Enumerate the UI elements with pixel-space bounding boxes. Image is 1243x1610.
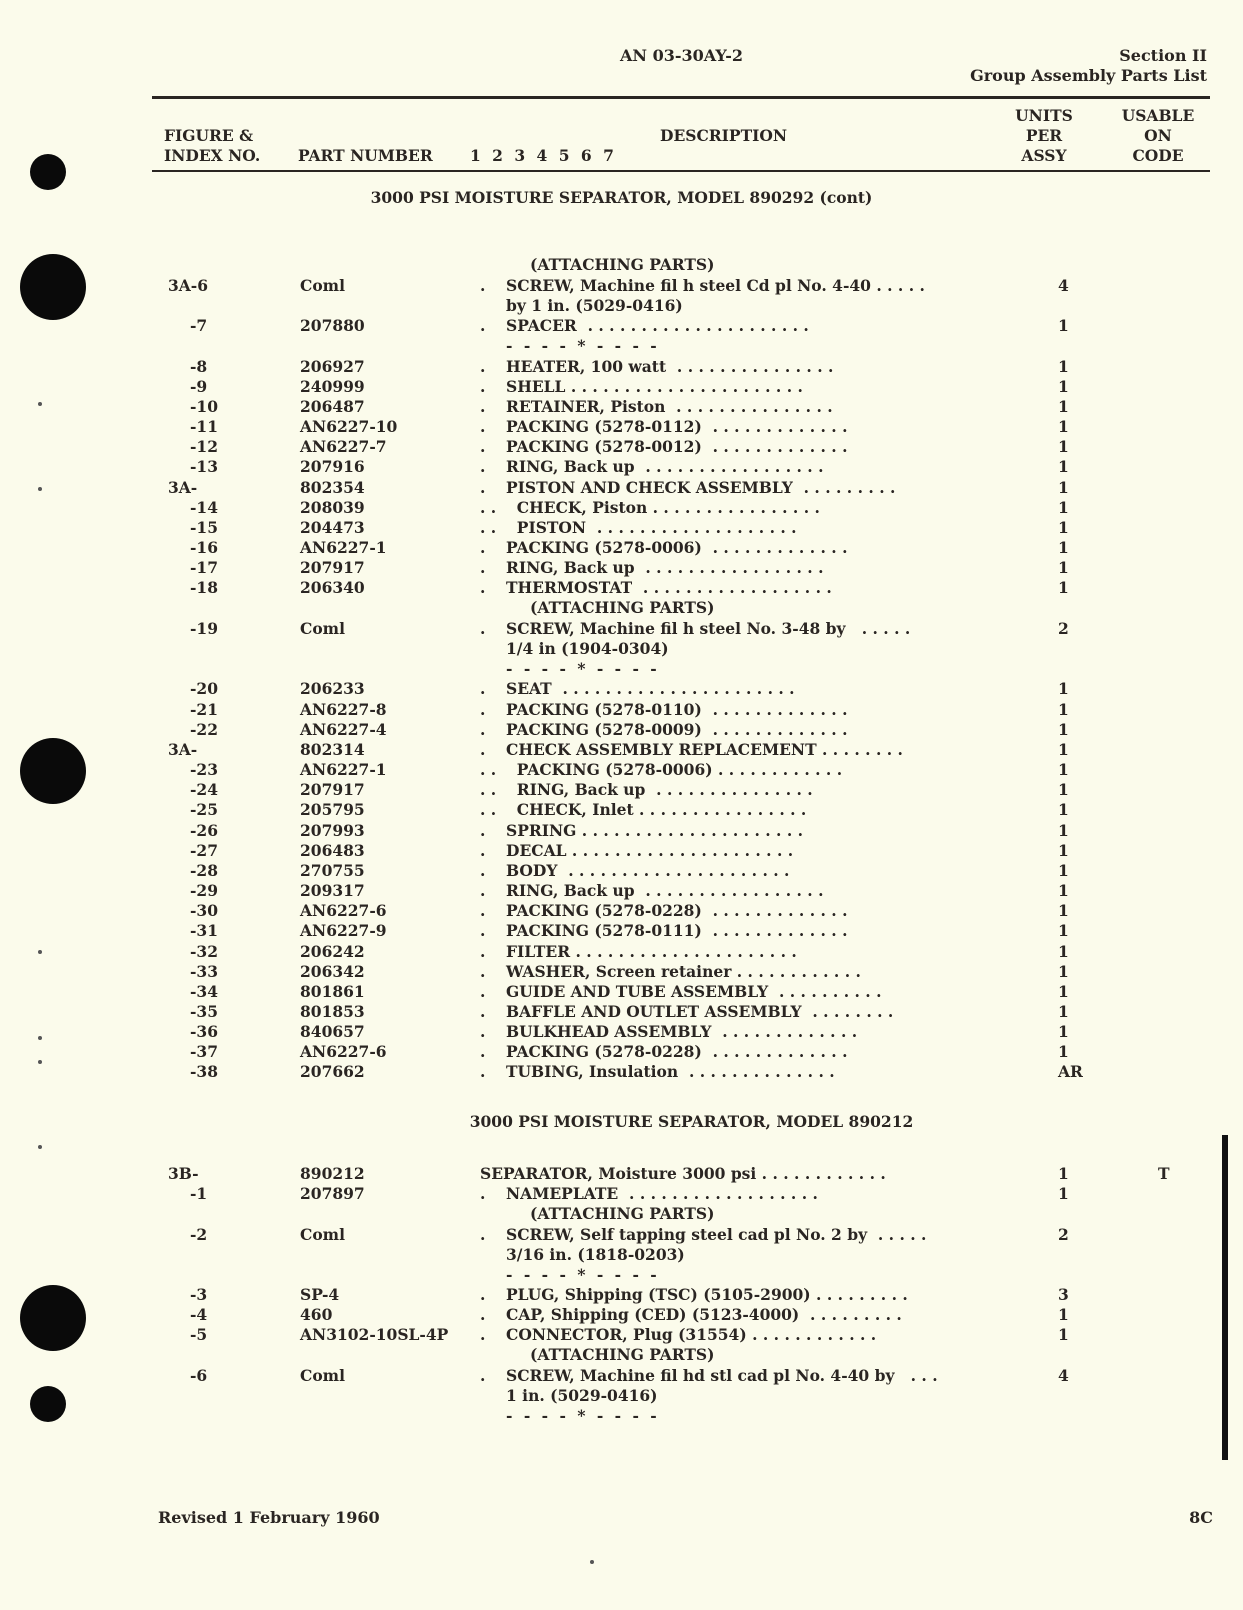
description-cell: SCREW, Machine fil h steel Cd pl No. 4-40 . . . . . [506,276,925,295]
part-number-cell: 205795 [300,800,365,819]
description-continuation [0,639,1243,659]
figure-index-cell: -12 [190,437,219,456]
part-number-cell: 207993 [300,821,365,840]
indent-marker: . [480,538,486,557]
figure-index-cell: -31 [190,921,219,940]
figure-index-cell: -21 [190,700,219,719]
indent-marker: . [480,478,486,497]
figure-index-cell: -22 [190,720,219,739]
description-cell: NAMEPLATE . . . . . . . . . . . . . . . . . . [506,1184,818,1203]
part-number-cell: AN6227-6 [300,1042,387,1061]
description-cell: BULKHEAD ASSEMBLY . . . . . . . . . . . . . [506,1022,858,1041]
description-continuation-text: 3/16 in. (1818-0203) [506,1245,685,1264]
units-per-assy-cell: 1 [1058,1184,1069,1203]
units-per-assy-cell: 1 [1058,498,1069,517]
figure-index-cell: 3A- [168,478,198,497]
separator-text: - - - - * - - - - [506,336,660,355]
indent-marker: . [480,700,486,719]
figure-index-cell: -11 [190,417,219,436]
description-continuation-text: 1 in. (5029-0416) [506,1386,658,1405]
indent-marker: . [480,679,486,698]
description-cell: PACKING (5278-0112) . . . . . . . . . . . . . [506,417,848,436]
indent-marker: . [480,1285,486,1304]
description-cell: CONNECTOR, Plug (31554) . . . . . . . . . . . . [506,1325,877,1344]
attaching-parts-note [0,598,1243,618]
indent-marker: . . [480,498,497,517]
part-number-cell: AN6227-10 [300,417,398,436]
description-cell: CHECK, Piston . . . . . . . . . . . . . . . . [506,498,820,517]
indent-marker: . [480,1002,486,1021]
table-row [0,1042,1243,1062]
part-number-cell: 206233 [300,679,365,698]
units-per-assy-cell: 1 [1058,1164,1069,1183]
part-number-cell: AN3102-10SL-4P [300,1325,449,1344]
description-cell: RING, Back up . . . . . . . . . . . . . . . . . [506,457,824,476]
figure-index-cell: -7 [190,316,208,335]
figure-index-cell: -3 [190,1285,208,1304]
units-per-assy-cell: 1 [1058,679,1069,698]
indent-marker: . [480,1042,486,1061]
indent-marker: . [480,1225,486,1244]
units-per-assy-cell: 1 [1058,901,1069,920]
table-row [0,1225,1243,1245]
units-per-assy-cell: 1 [1058,740,1069,759]
units-per-assy-cell: 2 [1058,1225,1069,1244]
units-per-assy-cell: 1 [1058,700,1069,719]
description-cell: SCREW, Machine fil h steel No. 3-48 by . . . . . [506,619,911,638]
indent-marker: . [480,578,486,597]
part-number-cell: 460 [300,1305,333,1324]
description-cell: RETAINER, Piston . . . . . . . . . . . . . . . [506,397,833,416]
description-cell: SCREW, Self tapping steel cad pl No. 2 by . . . . . [506,1225,927,1244]
units-per-assy-cell: 1 [1058,578,1069,597]
table-row [0,780,1243,800]
part-number-cell: 204473 [300,518,365,537]
units-per-assy-cell: 1 [1058,942,1069,961]
description-cell: PLUG, Shipping (TSC) (5105-2900) . . . . . . . . . [506,1285,908,1304]
punch-hole-1 [30,154,66,190]
indent-marker: . [480,457,486,476]
attaching-parts-label: (ATTACHING PARTS) [530,1345,715,1364]
description-cell: SPRING . . . . . . . . . . . . . . . . . . . . . [506,821,804,840]
units-per-assy-cell: 1 [1058,357,1069,376]
figure-index-cell: -18 [190,578,219,597]
units-per-assy-cell: 1 [1058,478,1069,497]
indent-marker: . . [480,518,497,537]
col-units: UNITS PER ASSY [1015,106,1073,165]
part-number-cell: 206342 [300,962,365,981]
units-per-assy-cell: 1 [1058,780,1069,799]
part-number-cell: Coml [300,1225,345,1244]
separator-text: - - - - * - - - - [506,659,660,678]
description-cell: SEPARATOR, Moisture 3000 psi . . . . . . . . . . . . [480,1164,886,1183]
description-cell: SPACER . . . . . . . . . . . . . . . . . . . . . [506,316,809,335]
table-row [0,1062,1243,1082]
figure-index-cell: -26 [190,821,219,840]
figure-index-cell: -32 [190,942,219,961]
part-number-cell: AN6227-7 [300,437,387,456]
figure-index-cell: -37 [190,1042,219,1061]
indent-marker: . [480,861,486,880]
table-row [0,942,1243,962]
figure-index-cell: -14 [190,498,219,517]
figure-index-cell: -17 [190,558,219,577]
units-per-assy-cell: 1 [1058,821,1069,840]
indent-marker: . . [480,760,497,779]
indent-marker: . [480,1305,486,1324]
table-row [0,558,1243,578]
description-cell: BAFFLE AND OUTLET ASSEMBLY . . . . . . . . [506,1002,894,1021]
table-row [0,478,1243,498]
table-row [0,619,1243,639]
part-number-cell: 206927 [300,357,365,376]
table-row [0,1002,1243,1022]
table-row [0,397,1243,417]
attaching-parts-separator [0,1265,1243,1285]
figure-index-cell: -34 [190,982,219,1001]
description-cell: PACKING (5278-0006) . . . . . . . . . . . . . [506,538,848,557]
units-per-assy-cell: 4 [1058,276,1069,295]
figure-index-cell: -10 [190,397,219,416]
description-cell: SEAT . . . . . . . . . . . . . . . . . . . . . . [506,679,795,698]
description-cell: TUBING, Insulation . . . . . . . . . . . . . . [506,1062,835,1081]
table-row [0,800,1243,820]
indent-marker: . [480,437,486,456]
figure-index-cell: -28 [190,861,219,880]
table-row [0,901,1243,921]
indent-marker: . [480,720,486,739]
units-per-assy-cell: 1 [1058,720,1069,739]
units-per-assy-cell: 1 [1058,800,1069,819]
table-row [0,921,1243,941]
description-cell: DECAL . . . . . . . . . . . . . . . . . . . . . [506,841,794,860]
figure-index-cell: -29 [190,881,219,900]
figure-index-cell: -25 [190,800,219,819]
figure-index-cell: -36 [190,1022,219,1041]
part-number-cell: 270755 [300,861,365,880]
units-per-assy-cell: 1 [1058,841,1069,860]
description-cell: PACKING (5278-0110) . . . . . . . . . . . . . [506,700,848,719]
units-per-assy-cell: 1 [1058,316,1069,335]
attaching-parts-label: (ATTACHING PARTS) [530,1204,715,1223]
figure-index-cell: -9 [190,377,208,396]
section-number: Section II [1119,46,1207,65]
indent-marker: . [480,1184,486,1203]
units-per-assy-cell: 1 [1058,1042,1069,1061]
attaching-parts-label: (ATTACHING PARTS) [530,255,715,274]
attaching-parts-note [0,1345,1243,1365]
description-cell: PISTON AND CHECK ASSEMBLY . . . . . . . . . [506,478,896,497]
description-cell: PACKING (5278-0009) . . . . . . . . . . . . . [506,720,848,739]
part-number-cell: AN6227-4 [300,720,387,739]
description-cell: PISTON . . . . . . . . . . . . . . . . . . . [506,518,797,537]
figure-index-cell: -33 [190,962,219,981]
part-number-cell: 802354 [300,478,365,497]
description-cell: BODY . . . . . . . . . . . . . . . . . . . . . [506,861,790,880]
figure-index-cell: -19 [190,619,219,638]
description-cell: CHECK, Inlet . . . . . . . . . . . . . . . . [506,800,807,819]
table-row [0,457,1243,477]
description-continuation [0,1386,1243,1406]
table-row [0,1022,1243,1042]
table-row [0,1164,1243,1184]
change-bar [1222,1135,1228,1460]
indent-marker: . [480,962,486,981]
figure-index-cell: -2 [190,1225,208,1244]
description-continuation [0,296,1243,316]
indent-marker: . [480,740,486,759]
units-per-assy-cell: 1 [1058,558,1069,577]
figure-index-cell: 3A- [168,740,198,759]
indent-marker: . [480,558,486,577]
table-row [0,1325,1243,1345]
part-number-cell: Coml [300,276,345,295]
attaching-parts-note [0,1204,1243,1224]
figure-index-cell: -4 [190,1305,208,1324]
figure-index-cell: -1 [190,1184,208,1203]
part-number-cell: 209317 [300,881,365,900]
figure-index-cell: -15 [190,518,219,537]
part-number-cell: SP-4 [300,1285,340,1304]
col-indent-levels: 1 2 3 4 5 6 7 [470,146,614,165]
units-per-assy-cell: 1 [1058,397,1069,416]
description-continuation-text: by 1 in. (5029-0416) [506,296,683,315]
part-number-cell: 206483 [300,841,365,860]
table-row [0,841,1243,861]
description-cell: RING, Back up . . . . . . . . . . . . . . . . . [506,881,824,900]
header-rule-top [152,96,1210,99]
description-cell: PACKING (5278-0006) . . . . . . . . . . . . [506,760,843,779]
part-number-cell: AN6227-9 [300,921,387,940]
table-row [0,377,1243,397]
part-number-cell: AN6227-8 [300,700,387,719]
units-per-assy-cell: AR [1058,1062,1083,1081]
units-per-assy-cell: 1 [1058,982,1069,1001]
separator-text: - - - - * - - - - [506,1265,660,1284]
indent-marker: . [480,397,486,416]
part-number-cell: 207917 [300,780,365,799]
part-number-cell: 840657 [300,1022,365,1041]
description-cell: SCREW, Machine fil hd stl cad pl No. 4-40 by . . . [506,1366,938,1385]
part-number-cell: 802314 [300,740,365,759]
col-description: DESCRIPTION [660,126,788,145]
table-row [0,417,1243,437]
figure-index-cell: -16 [190,538,219,557]
part-number-cell: 207880 [300,316,365,335]
col-part-number: PART NUMBER [298,146,433,165]
figure-index-cell: -5 [190,1325,208,1344]
table-row [0,740,1243,760]
figure-index-cell: 3A-6 [168,276,209,295]
section-heading [970,46,1207,86]
description-cell: FILTER . . . . . . . . . . . . . . . . . . . . . [506,942,797,961]
description-cell: RING, Back up . . . . . . . . . . . . . . . . . [506,558,824,577]
table-row [0,679,1243,699]
table-row [0,881,1243,901]
table-row [0,357,1243,377]
part-number-cell: 207917 [300,558,365,577]
description-cell: PACKING (5278-0228) . . . . . . . . . . . . . [506,1042,848,1061]
table-row [0,437,1243,457]
description-cell: HEATER, 100 watt . . . . . . . . . . . . . . . [506,357,834,376]
table-row [0,861,1243,881]
part-number-cell: 206487 [300,397,365,416]
indent-marker: . [480,316,486,335]
part-number-cell: 206242 [300,942,365,961]
indent-marker: . . [480,800,497,819]
indent-marker: . [480,377,486,396]
table-row [0,498,1243,518]
part-number-cell: 801861 [300,982,365,1001]
part-number-cell: 801853 [300,1002,365,1021]
part-number-cell: Coml [300,1366,345,1385]
figure-index-cell: -8 [190,357,208,376]
indent-marker: . [480,901,486,920]
description-cell: THERMOSTAT . . . . . . . . . . . . . . . . . . [506,578,832,597]
indent-marker: . [480,982,486,1001]
description-cell: SHELL . . . . . . . . . . . . . . . . . . . . . . [506,377,803,396]
table-row [0,276,1243,296]
units-per-assy-cell: 1 [1058,921,1069,940]
units-per-assy-cell: 1 [1058,881,1069,900]
part-number-cell: 207916 [300,457,365,476]
part-number-cell: 208039 [300,498,365,517]
table-row [0,1305,1243,1325]
indent-marker: . [480,1325,486,1344]
units-per-assy-cell: 1 [1058,437,1069,456]
indent-marker: . [480,357,486,376]
figure-index-cell: -24 [190,780,219,799]
indent-marker: . [480,1366,486,1385]
table-row [0,316,1243,336]
table-row [0,962,1243,982]
part-number-cell: 240999 [300,377,365,396]
units-per-assy-cell: 2 [1058,619,1069,638]
description-cell: PACKING (5278-0228) . . . . . . . . . . . . . [506,901,848,920]
indent-marker: . [480,942,486,961]
indent-marker: . [480,881,486,900]
part-number-cell: 207662 [300,1062,365,1081]
document-number: AN 03-30AY-2 [620,46,743,65]
part-number-cell: Coml [300,619,345,638]
table-row [0,1184,1243,1204]
figure-index-cell: -23 [190,760,219,779]
section-title-890212: 3000 PSI MOISTURE SEPARATOR, MODEL 890212 [469,1112,914,1131]
part-number-cell: 890212 [300,1164,365,1183]
part-number-cell: AN6227-1 [300,538,387,557]
separator-text: - - - - * - - - - [506,1406,660,1425]
header-rule-bottom [152,170,1210,172]
indent-marker: . [480,1062,486,1081]
speck [590,1560,594,1564]
table-row [0,518,1243,538]
page-number: 8C [1189,1508,1213,1527]
units-per-assy-cell: 1 [1058,861,1069,880]
section-title: Group Assembly Parts List [970,66,1207,85]
figure-index-cell: 3B- [168,1164,199,1183]
units-per-assy-cell: 1 [1058,1002,1069,1021]
part-number-cell: AN6227-6 [300,901,387,920]
revision-date: Revised 1 February 1960 [158,1508,380,1527]
units-per-assy-cell: 1 [1058,962,1069,981]
indent-marker: . [480,619,486,638]
description-cell: GUIDE AND TUBE ASSEMBLY . . . . . . . . . . [506,982,882,1001]
attaching-parts-label: (ATTACHING PARTS) [530,598,715,617]
description-cell: PACKING (5278-0111) . . . . . . . . . . . . . [506,921,848,940]
table-row [0,538,1243,558]
units-per-assy-cell: 1 [1058,518,1069,537]
figure-index-cell: -27 [190,841,219,860]
usable-on-code-cell: T [1158,1164,1170,1183]
units-per-assy-cell: 3 [1058,1285,1069,1304]
description-cell: CHECK ASSEMBLY REPLACEMENT . . . . . . . . [506,740,903,759]
table-row [0,821,1243,841]
attaching-parts-note [0,255,1243,275]
indent-marker: . . [480,780,497,799]
indent-marker: . [480,276,486,295]
figure-index-cell: -38 [190,1062,219,1081]
units-per-assy-cell: 1 [1058,457,1069,476]
description-cell: CAP, Shipping (CED) (5123-4000) . . . . . . . . . [506,1305,902,1324]
part-number-cell: 206340 [300,578,365,597]
attaching-parts-separator [0,659,1243,679]
units-per-assy-cell: 1 [1058,760,1069,779]
indent-marker: . [480,1022,486,1041]
table-row [0,1366,1243,1386]
description-cell: PACKING (5278-0012) . . . . . . . . . . . . . [506,437,848,456]
col-figure-index: FIGURE & INDEX NO. [164,126,261,165]
figure-index-cell: -35 [190,1002,219,1021]
units-per-assy-cell: 1 [1058,1325,1069,1344]
description-cell: WASHER, Screen retainer . . . . . . . . . . . . [506,962,861,981]
col-usable-on-code: USABLE ON CODE [1121,106,1195,165]
units-per-assy-cell: 4 [1058,1366,1069,1385]
units-per-assy-cell: 1 [1058,377,1069,396]
part-number-cell: 207897 [300,1184,365,1203]
units-per-assy-cell: 1 [1058,417,1069,436]
indent-marker: . [480,417,486,436]
description-continuation-text: 1/4 in (1904-0304) [506,639,669,658]
table-row [0,720,1243,740]
units-per-assy-cell: 1 [1058,1022,1069,1041]
units-per-assy-cell: 1 [1058,538,1069,557]
table-row [0,760,1243,780]
table-row [0,982,1243,1002]
table-row [0,578,1243,598]
attaching-parts-separator [0,336,1243,356]
indent-marker: . [480,821,486,840]
indent-marker: . [480,921,486,940]
section-title-890292: 3000 PSI MOISTURE SEPARATOR, MODEL 890292 (cont) [370,188,873,207]
figure-index-cell: -20 [190,679,219,698]
table-row [0,700,1243,720]
part-number-cell: AN6227-1 [300,760,387,779]
figure-index-cell: -13 [190,457,219,476]
table-row [0,1285,1243,1305]
description-cell: RING, Back up . . . . . . . . . . . . . . . [506,780,813,799]
indent-marker: . [480,841,486,860]
figure-index-cell: -6 [190,1366,208,1385]
units-per-assy-cell: 1 [1058,1305,1069,1324]
speck [38,1145,42,1149]
figure-index-cell: -30 [190,901,219,920]
description-continuation [0,1245,1243,1265]
attaching-parts-separator [0,1406,1243,1426]
